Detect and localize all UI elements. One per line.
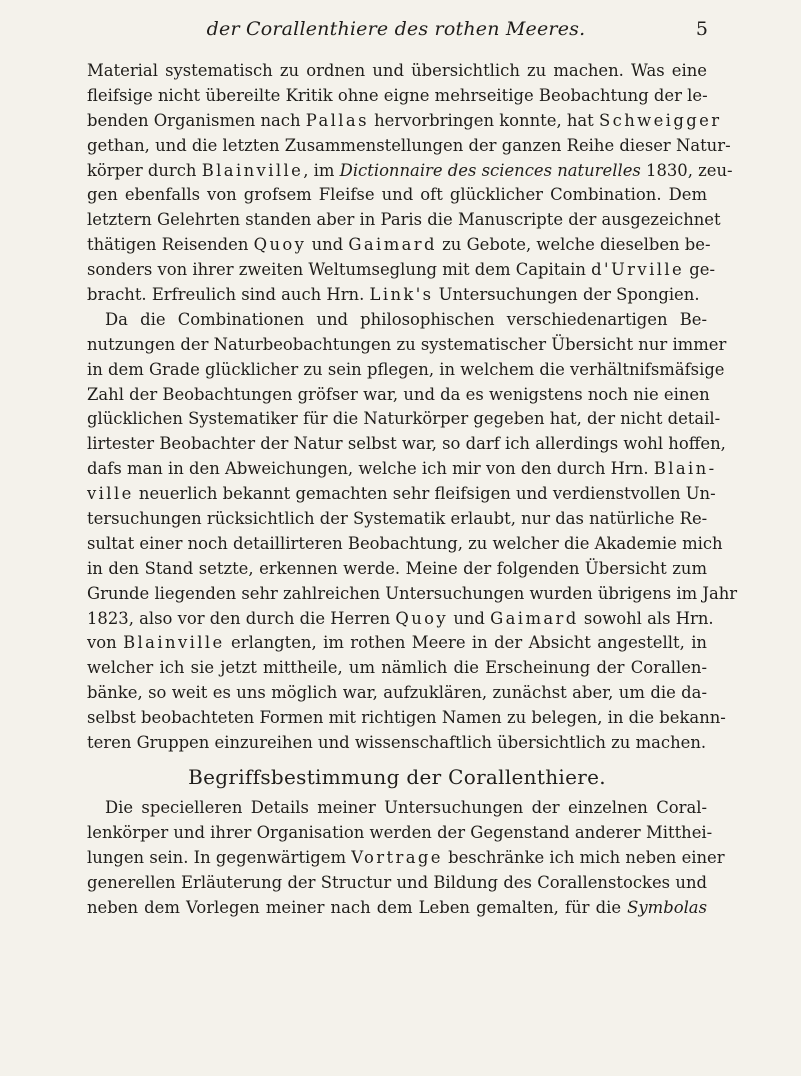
text-line: [87, 258, 716, 283]
text-run: thätigen Reisenden: [87, 235, 254, 255]
text-run: beschränke ich mich neben einer: [442, 847, 725, 867]
author-name: Blain-: [653, 459, 717, 479]
author-name: Blainville: [201, 160, 304, 180]
author-name: Gaimard: [490, 608, 579, 628]
text-run: bracht. Erfreulich sind auch Hrn.: [87, 285, 370, 305]
book-title: Symbolas: [627, 897, 707, 917]
text-line: teren Gruppen einzureihen und wissenschaftlich übersichtlich zu machen.: [87, 733, 707, 753]
page-number: 5: [695, 18, 708, 40]
emphasized-word: Vortrage: [351, 847, 443, 867]
text-line: sultat einer noch detaillirteren Beobachtung, zu welcher die Akademie mich: [87, 533, 723, 553]
text-run: ge-: [684, 260, 716, 280]
text-line: Da die Combinationen und philosophischen verschiedenartigen Be-: [105, 309, 707, 329]
author-name: Quoy: [253, 235, 307, 255]
text-line: fleifsige nicht übereilte Kritik ohne eigne mehrseitige Beobachtung der le-: [87, 85, 708, 105]
text-line: [87, 283, 707, 308]
text-run: dafs man in den Abweichungen, welche ich mir von den durch Hrn.: [87, 459, 654, 479]
text-line: welcher ich sie jetzt mittheile, um nämlich die Erscheinung der Corallen-: [87, 658, 707, 678]
text-run: 1823, also vor den durch die Herren: [87, 608, 396, 628]
text-run: zu Gebote, welche dieselben be-: [436, 235, 711, 255]
author-name: Link's: [369, 285, 434, 305]
text-run: körper durch: [87, 160, 202, 180]
text-line: tersuchungen rücksichtlich der Systematik erlaubt, nur das natürliche Re-: [87, 509, 708, 529]
body-text: [87, 59, 738, 920]
section-heading: Begriffsbestimmung der Corallenthiere.: [188, 764, 606, 789]
text-run: hervorbringen konnte, hat: [368, 110, 599, 130]
text-run: Untersuchungen der Spongien.: [433, 285, 700, 305]
author-name: Schweigger: [598, 110, 722, 130]
text-line: [87, 109, 722, 134]
text-line: in dem Grade glücklicher zu sein pflegen, in welchem die verhältnifsmäfsige: [87, 359, 725, 379]
text-run: und: [448, 608, 491, 628]
text-line: glücklichen Systematiker für die Naturkörper gegeben hat, der nicht detail-: [87, 409, 721, 429]
text-line: [87, 896, 707, 921]
text-line: [87, 457, 717, 482]
text-line: Zahl der Beobachtungen gröfser war, und da es wenigstens noch nie einen: [87, 384, 710, 404]
text-line: [87, 482, 716, 507]
text-line: [87, 631, 707, 656]
text-run: , im: [303, 160, 340, 180]
text-run: und: [306, 235, 349, 255]
text-line: selbst beobachteten Formen mit richtigen Namen zu belegen, in die bekann-: [87, 708, 726, 728]
text-line: in den Stand setzte, erkennen werde. Meine der folgenden Übersicht zum: [87, 558, 707, 578]
text-line: [87, 846, 725, 871]
author-name: Quoy: [395, 608, 449, 628]
text-line: letztern Gelehrten standen aber in Paris die Manuscripte der ausgezeichnet: [87, 210, 721, 230]
text-line: bänke, so weit es uns möglich war, aufzuklären, zunächst aber, um die da-: [87, 683, 707, 703]
text-line: [87, 607, 714, 632]
author-name: Pallas: [305, 110, 369, 130]
text-run: neben dem Vorlegen meiner nach dem Leben gemalten, für die: [87, 897, 628, 917]
text-line: gen ebenfalls von grofsem Fleifse und oft glücklicher Combination. Dem: [87, 185, 707, 205]
text-line: lenkörper und ihrer Organisation werden der Gegenstand anderer Mitthei-: [87, 822, 713, 842]
author-name: d'Urville: [591, 260, 685, 280]
text-line: [87, 233, 711, 258]
author-name: ville: [87, 484, 134, 504]
author-name: Blainville: [123, 633, 225, 653]
text-run: sonders von ihrer zweiten Weltumseglung mit dem Capitain: [87, 260, 592, 280]
text-run: benden Organismen nach: [87, 110, 306, 130]
text-run: von: [87, 633, 124, 653]
text-line: generellen Erläuterung der Structur und Bildung des Corallenstockes und: [87, 872, 707, 892]
text-line: gethan, und die letzten Zusammenstellungen der ganzen Reihe dieser Natur-: [87, 135, 731, 155]
text-run: neuerlich bekannt gemachten sehr fleifsigen und verdienstvollen Un-: [133, 484, 716, 504]
text-line: Die specielleren Details meiner Untersuchungen der einzelnen Coral-: [105, 797, 707, 817]
text-line: [87, 159, 733, 184]
text-run: erlangten, im rothen Meere in der Absicht angestellt, in: [224, 633, 707, 653]
book-title: Dictionnaire des sciences naturelles: [339, 160, 641, 180]
running-header: [86, 18, 706, 42]
text-run: lungen sein. In gegenwärtigem: [87, 847, 352, 867]
text-line: lirtester Beobachter der Natur selbst war, so darf ich allerdings wohl hoffen,: [87, 434, 726, 454]
text-run: sowohl als Hrn.: [578, 608, 714, 628]
author-name: Gaimard: [348, 235, 437, 255]
text-line: Grunde liegenden sehr zahlreichen Untersuchungen wurden übrigens im Jahr: [87, 583, 738, 603]
text-line: nutzungen der Naturbeobachtungen zu systematischer Übersicht nur immer: [87, 334, 727, 354]
text-run: 1830, zeu-: [640, 160, 733, 180]
running-title: der Corallenthiere des rothen Meeres.: [206, 18, 586, 40]
text-line: Material systematisch zu ordnen und übersichtlich zu machen. Was eine: [87, 61, 707, 80]
